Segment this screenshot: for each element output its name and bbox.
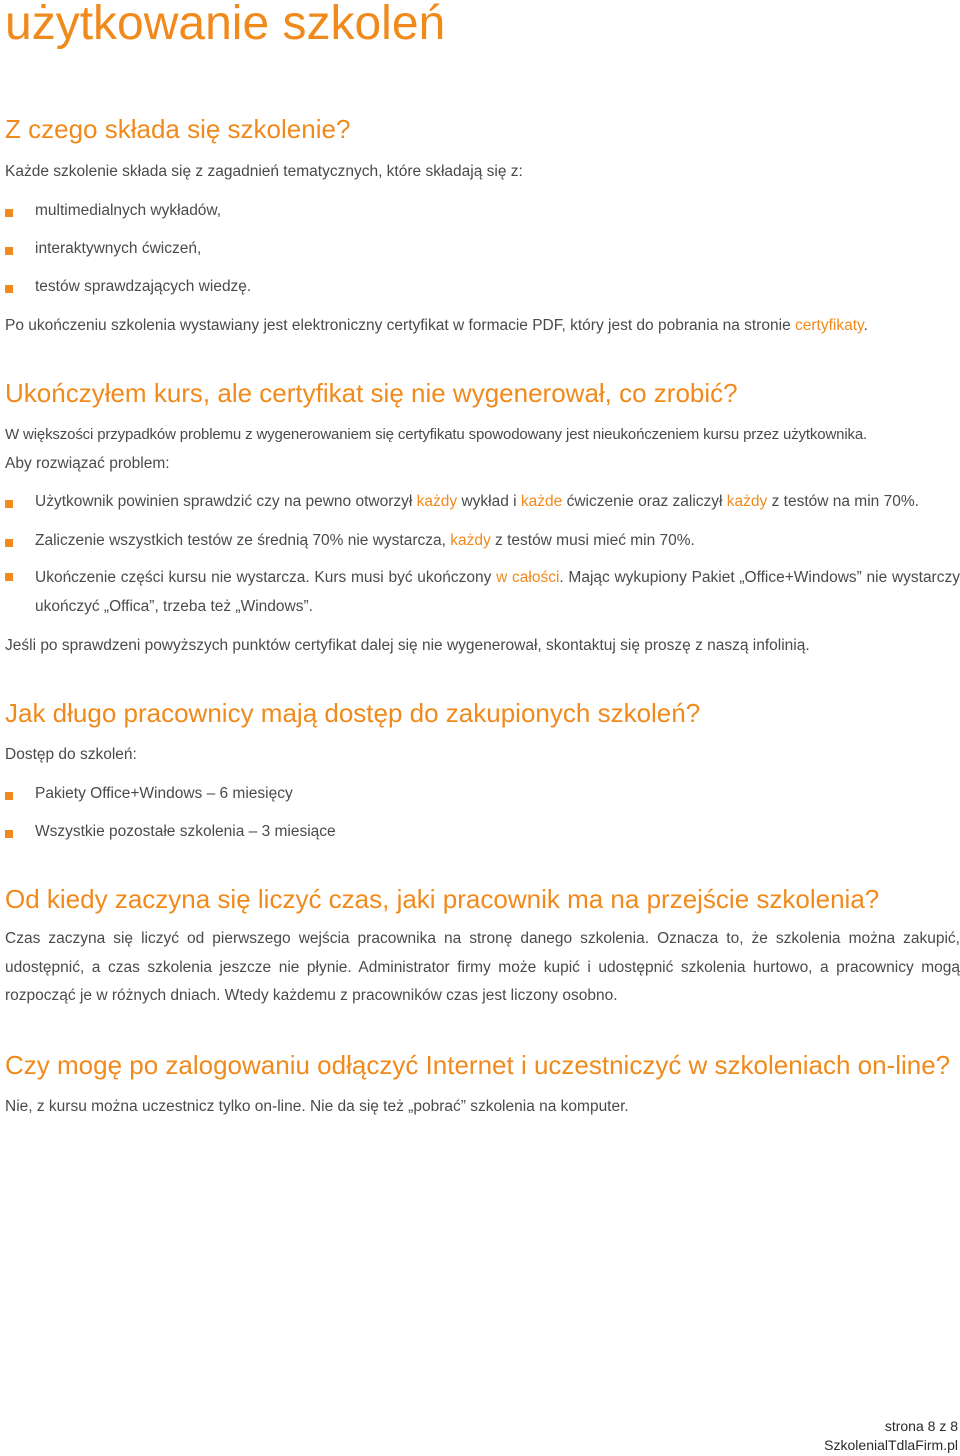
section4-paragraph: Czas zaczyna się liczyć od pierwszego wejścia pracownika na stronę danego szkolenia. Oznacza to, że szkolenia można zakupić, udostępnić, a czas szkolenia jeszcze nie płynie. Administrator firmy może kupić i udostępnić szkolenia hurtowo, a pracownicy mogą rozpocząć je w różnych dniach. Wtedy każdemu z pracowników czas jest liczony osobno.: [5, 930, 960, 1004]
bullet-square-icon: [5, 500, 13, 508]
text-part: . Mając wykupiony Pakiet „Office+Windows” nie wystarczy ukończyć „Offica”, trzeba też „Windows”.: [35, 569, 960, 615]
section-heading-time-counting: Od kiedy zaczyna się liczyć czas, jaki pracownik ma na przejście szkolenia?: [5, 884, 880, 914]
list-item-text: Wszystkie pozostałe szkolenia – 3 miesiące: [35, 823, 336, 840]
section-heading-offline: Czy mogę po zalogowaniu odłączyć Internet i uczestniczyć w szkoleniach on-line?: [5, 1050, 951, 1080]
text-part: ćwiczenie oraz zaliczył: [562, 493, 727, 510]
highlight-text: każdy: [726, 493, 768, 510]
bullet-square-icon: [5, 247, 13, 255]
certificate-paragraph: [5, 317, 868, 335]
text-part: wykład i: [457, 493, 521, 510]
bullet-square-icon: [5, 285, 13, 293]
bullet-square-icon: [5, 830, 13, 838]
text-part: z testów na min 70%.: [767, 493, 919, 510]
section-heading-certificate-not-generated: Ukończyłem kurs, ale certyfikat się nie wygenerował, co zrobić?: [5, 378, 738, 408]
section2-paragraph-3: Jeśli po sprawdzeni powyższych punktów certyfikat dalej się nie wygenerował, skontaktuj się proszę z naszą infolinią.: [5, 637, 810, 654]
list-item-text: [35, 564, 960, 621]
list-item-text: interaktywnych ćwiczeń,: [35, 240, 202, 257]
section5-paragraph: Nie, z kursu można uczestnicz tylko on-line. Nie da się też „pobrać” szkolenia na komputer.: [5, 1098, 629, 1115]
section3-intro: Dostęp do szkoleń:: [5, 746, 137, 763]
highlight-text: każdy: [416, 493, 458, 510]
list-item-text: [35, 532, 695, 550]
highlight-text: w całości: [496, 569, 560, 586]
bullet-square-icon: [5, 792, 13, 800]
section2-paragraph-1: W większości przypadków problemu z wygenerowaniem się certyfikatu spowodowany jest nieukończeniem kursu przez użytkownika.: [5, 426, 868, 443]
section1-intro: Każde szkolenie składa się z zagadnień tematycznych, które składają się z:: [5, 163, 523, 180]
certificate-end: .: [863, 317, 868, 334]
list-item-text: Pakiety Office+Windows – 6 miesięcy: [35, 785, 293, 802]
section2-paragraph-2: Aby rozwiązać problem:: [5, 455, 170, 472]
highlight-text: każde: [520, 493, 563, 510]
text-part: z testów musi mieć min 70%.: [490, 532, 695, 549]
list-item-text: [35, 493, 919, 511]
bullet-square-icon: [5, 209, 13, 217]
page-number: strona 8 z 8: [884, 1418, 958, 1434]
bullet-square-icon: [5, 539, 13, 547]
list-item-text: multimedialnych wykładów,: [35, 202, 222, 219]
section-heading-what-is-training: Z czego składa się szkolenie?: [5, 114, 351, 144]
text-part: Użytkownik powinien sprawdzić czy na pewno otworzył: [35, 493, 417, 510]
certificates-link[interactable]: certyfikaty: [795, 317, 864, 334]
page-title: użytkowanie szkoleń: [5, 0, 446, 50]
section-heading-access-duration: Jak długo pracownicy mają dostęp do zakupionych szkoleń?: [5, 698, 701, 728]
text-part: Zaliczenie wszystkich testów ze średnią 70% nie wystarcza,: [35, 532, 451, 549]
certificate-text: Po ukończeniu szkolenia wystawiany jest elektroniczny certyfikat w formacie PDF, który jest do pobrania na stronie: [5, 317, 795, 334]
bullet-square-icon: [5, 573, 13, 581]
site-name: SzkolenialTdlaFirm.pl: [824, 1437, 958, 1453]
text-part: Ukończenie części kursu nie wystarcza. Kurs musi być ukończony: [35, 569, 497, 586]
list-item-text: testów sprawdzających wiedzę.: [35, 278, 252, 295]
highlight-text: każdy: [450, 532, 491, 549]
